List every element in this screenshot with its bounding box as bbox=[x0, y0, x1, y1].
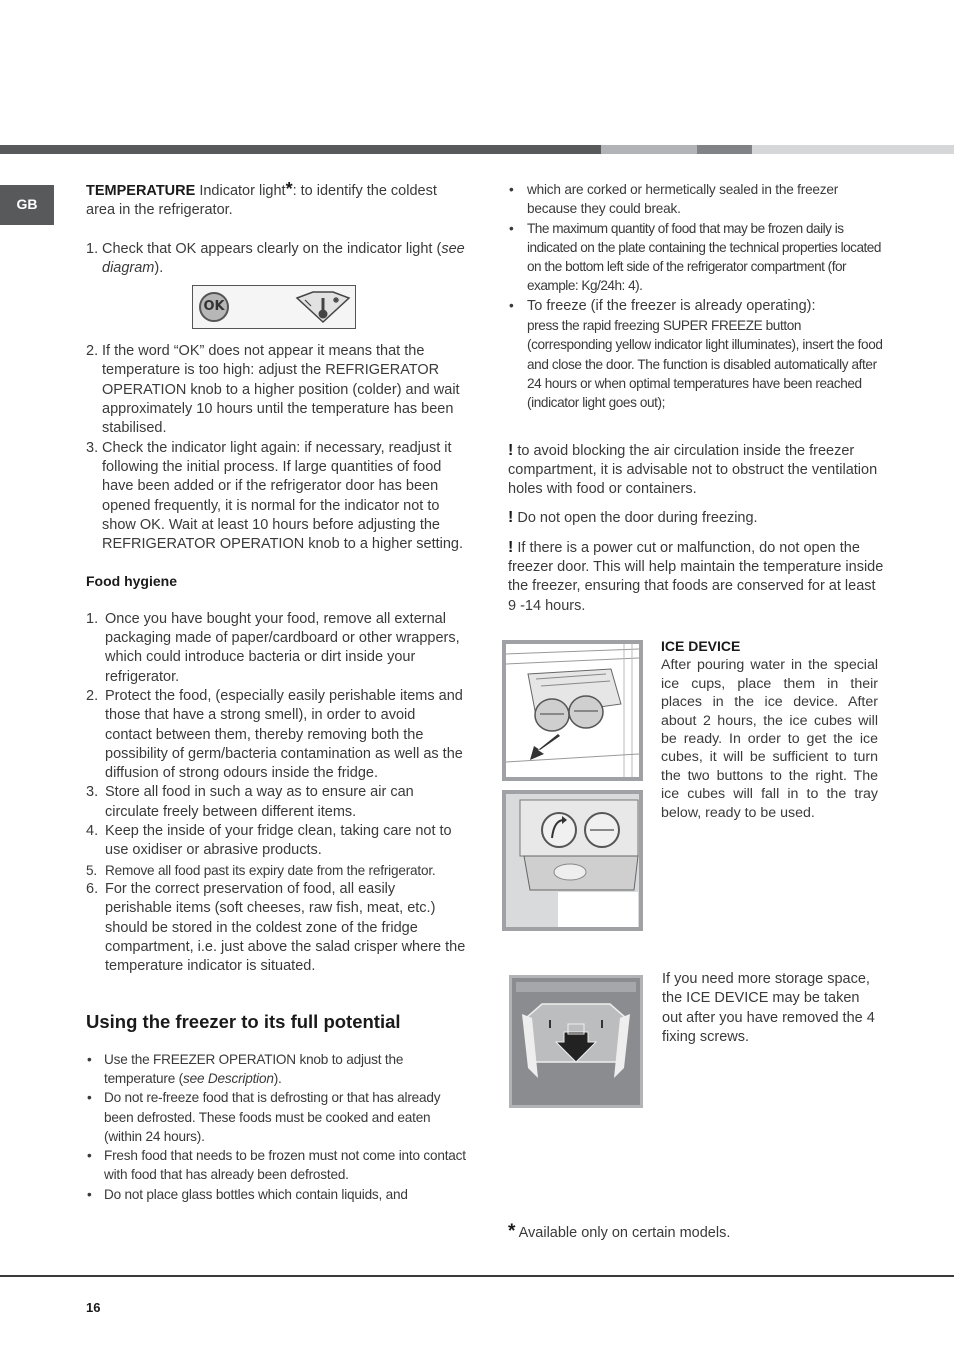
warning-door-freezing: ! Do not open the door during freezing. bbox=[508, 509, 758, 527]
list-item: 4. Keep the inside of your fridge clean, taking care not to use oxidiser or abrasive products. bbox=[86, 823, 452, 859]
food-hygiene-list bbox=[86, 610, 466, 977]
temperature-intro: TEMPERATURE Indicator light*: to identify the coldest area in the refrigerator. bbox=[86, 179, 437, 219]
list-item: 1. Once you have bought your food, remove all external packaging made of paper/cardboard or other wrappers, which could introduce bacteria or dirt inside your refrigerator. bbox=[86, 610, 460, 685]
list-item: 6. For the correct preservation of food, all easily perishable items (soft cheeses, raw fish, meat, etc.) should be stored in the coldest zone of the fridge compartment, i.e. just above the salad crisper where the temperature indicator is situated. bbox=[86, 880, 466, 975]
food-hygiene-heading: Food hygiene bbox=[86, 573, 177, 590]
page-number: 16 bbox=[86, 1300, 101, 1315]
list-item: • Do not re-freeze food that is defrosting or that has already been defrosted. These foods must be cooked and eaten (within 24 hours). bbox=[86, 1088, 466, 1146]
language-tab: GB bbox=[0, 185, 54, 225]
ice-device-removal-illustration bbox=[509, 975, 643, 1108]
list-item: 2. If the word “OK” does not appear it means that the temperature is too high: adjust the REFRIGERATOR OPERATION knob to a higher position (colder) and wait approximately 10 hours until the temperature has been stabilised. bbox=[86, 343, 460, 437]
freezer-bullet-list bbox=[86, 1050, 466, 1204]
thermometer-snowflake-icon bbox=[293, 290, 351, 324]
ok-indicator-light: OK bbox=[199, 292, 229, 322]
ice-device-heading: ICE DEVICE bbox=[661, 638, 741, 654]
list-item: 5. Remove all food past its expiry date from the refrigerator. bbox=[86, 862, 436, 878]
list-item: 3. Store all food in such a way as to ensure air can circulate freely between different items. bbox=[86, 784, 414, 820]
freezer-continued-list bbox=[508, 180, 886, 413]
ice-device-description: After pouring water in the special ice cups, place them in their places in the ice device. After about 2 hours, the ice cubes will be ready. In order to get the ice cubes, it will be sufficient to turn the two buttons to the right. The ice cubes will fall in to the tray below, ready to be used. bbox=[661, 657, 878, 821]
ice-tray-insert-illustration bbox=[502, 640, 643, 781]
list-item: 1. Check that OK appears clearly on the indicator light (see diagram). bbox=[86, 240, 465, 276]
freezer-section-heading: Using the freezer to its full potential bbox=[86, 1011, 401, 1033]
temperature-step-1-list bbox=[86, 240, 466, 279]
ice-device-buttons-illustration bbox=[502, 790, 643, 931]
list-item: • Fresh food that needs to be frozen must not come into contact with food that has already been defrosted. bbox=[86, 1146, 466, 1185]
temperature-steps-list bbox=[86, 342, 466, 554]
footnote: * Available only on certain models. bbox=[508, 1221, 731, 1242]
left-column bbox=[86, 180, 466, 1204]
storage-description: If you need more storage space, the ICE DEVICE may be taken out after you have removed the 4 fixing screws. bbox=[662, 971, 875, 1045]
list-item: • which are corked or hermetically sealed in the freezer because they could break. bbox=[508, 180, 886, 219]
ice-device-text-block bbox=[661, 637, 878, 822]
warning-air-circulation: ! to avoid blocking the air circulation inside the freezer compartment, it is advisable not to obstruct the ventilation holes with food or containers. bbox=[508, 441, 878, 498]
footer-rule bbox=[0, 1275, 954, 1277]
asterisk-mark: * bbox=[285, 179, 293, 199]
list-item: • Do not place glass bottles which contain liquids, and bbox=[86, 1185, 466, 1204]
ok-indicator-diagram bbox=[192, 285, 356, 329]
header-color-bar bbox=[0, 145, 954, 154]
list-item: • To freeze (if the freezer is already operating): press the rapid freezing SUPER FREEZE button (corresponding yellow indicator light illuminates), insert the food and close the door. The function is disabled automatically after 24 hours or when optimal temperatures have been reached (indicator light goes out); bbox=[508, 296, 886, 413]
list-item: • Use the FREEZER OPERATION knob to adjust the temperature (see Description). bbox=[86, 1050, 466, 1089]
list-item: 3. Check the indicator light again: if necessary, readjust it following the initial process. If large quantities of food have been added or if the refrigerator door has been opened frequently, it is normal for the indicator not to show OK. Wait at least 10 hours before adjusting the REFRIGERATOR OPERATION knob to a higher setting. bbox=[86, 439, 464, 553]
right-column bbox=[508, 180, 886, 616]
list-item: • The maximum quantity of food that may be frozen daily is indicated on the plate containing the technical properties located on the bottom left side of the refrigerator compartment (for example: Kg/24h: 4). bbox=[508, 219, 886, 296]
temperature-title: TEMPERATURE bbox=[86, 183, 196, 199]
storage-text-block bbox=[662, 970, 882, 1047]
warning-power-cut: ! If there is a power cut or malfunction, do not open the freezer door. This will help maintain the temperature inside the freezer, ensuring that foods are conserved for at least 9 -14 hours. bbox=[508, 538, 884, 614]
list-item: 2. Protect the food, (especially easily perishable items and those that have a strong smell), in order to avoid contact between them, thereby removing both the possibility of germ/bacteria contamination as well as the diffusion of strong odours inside the fridge. bbox=[86, 687, 463, 782]
